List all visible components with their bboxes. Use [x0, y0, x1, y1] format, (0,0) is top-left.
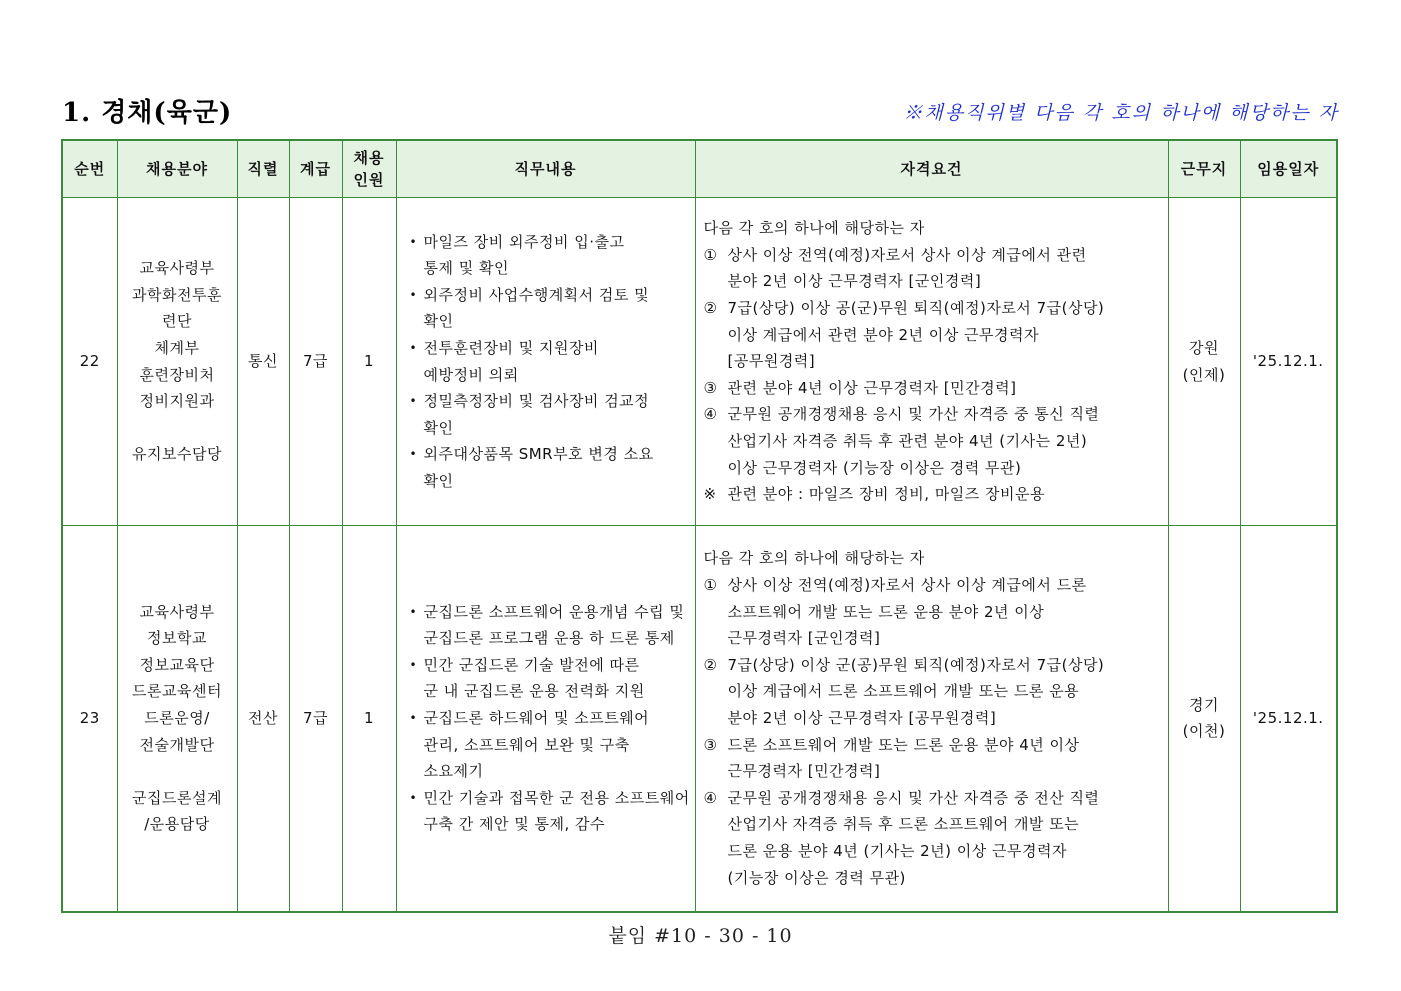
field-line: 과학화전투훈	[132, 285, 222, 304]
field-line: 련단	[162, 312, 192, 331]
qual-item: ④ 군무원 공개경쟁채용 응시 및 가산 자격증 중 전산 직렬 산업기사 자격증 취득 후 드론 소프트웨어 개발 또는 드론 운용 분야 4년 (기사는 2년) 이상 근무경력자 (기능장 이상은 경력 무관)	[704, 785, 1165, 891]
qual-mark: ②	[703, 299, 718, 318]
qual-mark: ④	[703, 788, 718, 807]
field-line: 정비지원과	[139, 392, 215, 411]
qual-item: ② 7급(상당) 이상 군(공)무원 퇴직(예정)자로서 7급(상당) 이상 계급에서 드론 소프트웨어 개발 또는 드론 운용 분야 2년 이상 근무경력자 [공무원경력]	[704, 652, 1165, 732]
duty-item: • 외주대상품목 SMR부호 변경 소요 확인	[408, 441, 692, 494]
row-job: 통신	[237, 198, 289, 526]
row-qualification	[695, 526, 1168, 912]
header-grade: 계급	[289, 140, 342, 198]
field-line: 훈련장비처	[139, 365, 215, 384]
row-date: '25.12.1.	[1240, 526, 1337, 912]
header-qual: 자격요건	[695, 140, 1168, 198]
field-line: 군집드론설계	[132, 788, 222, 807]
field-line: 정보교육단	[139, 655, 215, 674]
qual-mark: ④	[703, 405, 718, 424]
header-location: 근무지	[1168, 140, 1240, 198]
recruitment-table	[61, 139, 1338, 913]
page-footer: 붙임 #10 - 30 - 10	[608, 925, 793, 947]
field-line: 드론교육센터	[132, 682, 222, 701]
duty-item: • 군집드론 하드웨어 및 소프트웨어 관리, 소프트웨어 보완 및 구축 소요제기	[408, 705, 692, 785]
header-count-line2: 인원	[353, 171, 385, 189]
row-date: '25.12.1.	[1240, 198, 1337, 526]
qual-intro: 다음 각 호의 하나에 해당하는 자	[703, 549, 925, 568]
field-spacer	[121, 415, 234, 442]
duty-list	[400, 599, 692, 838]
qual-item: ② 7급(상당) 이상 공(군)무원 퇴직(예정)자로서 7급(상당) 이상 계급에서 관련 분야 2년 이상 근무경력자 [공무원경력]	[704, 295, 1165, 375]
page-title: 1. 경채(육군)	[62, 98, 233, 128]
row-field	[117, 526, 237, 912]
qual-item: ④ 군무원 공개경쟁채용 응시 및 가산 자격증 중 통신 직렬 산업기사 자격증 취득 후 관련 분야 4년 (기사는 2년) 이상 근무경력자 (기능장 이상은 경력 무관)	[704, 401, 1165, 481]
qual-item: ③ 관련 분야 4년 이상 근무경력자 [민간경력]	[704, 375, 1165, 402]
duty-item: • 정밀측정장비 및 검사장비 검교정 확인	[408, 388, 692, 441]
qual-mark: ③	[703, 735, 718, 754]
header-job: 직렬	[237, 140, 289, 198]
field-spacer	[121, 758, 234, 785]
qual-mark: ②	[703, 655, 718, 674]
header-no: 순번	[62, 140, 117, 198]
row-field	[117, 198, 237, 526]
field-line: 유지보수담당	[132, 445, 222, 464]
field-line: 전술개발단	[139, 735, 215, 754]
row-count: 1	[342, 198, 396, 526]
qual-item: ※ 관련 분야 : 마일즈 장비 정비, 마일즈 장비운용	[704, 481, 1165, 508]
qual-intro: 다음 각 호의 하나에 해당하는 자	[703, 219, 925, 238]
row-duty	[396, 198, 695, 526]
header-date: 임용일자	[1240, 140, 1337, 198]
field-line: 드론운영/	[144, 708, 210, 727]
qual-item: ③ 드론 소프트웨어 개발 또는 드론 운용 분야 4년 이상 근무경력자 [민간경력]	[704, 732, 1165, 785]
field-line: /운용담당	[144, 815, 210, 834]
table-header-row	[62, 140, 1337, 198]
field-line: 정보학교	[147, 629, 207, 648]
row-count: 1	[342, 526, 396, 912]
table-row	[62, 198, 1337, 526]
duty-item: • 군집드론 소프트웨어 운용개념 수립 및 군집드론 프로그램 운용 하 드론 통제	[408, 599, 692, 652]
duty-item: • 민간 기술과 접목한 군 전용 소프트웨어 구축 간 제안 및 통제, 감수	[408, 785, 692, 838]
eligibility-note: ※채용직위별 다음 각 호의 하나에 해당하는 자	[903, 102, 1339, 124]
qual-item: ① 상사 이상 전역(예정)자로서 상사 이상 계급에서 드론 소프트웨어 개발 또는 드론 운용 분야 2년 이상 근무경력자 [군인경력]	[704, 572, 1165, 652]
duty-item: • 외주정비 사업수행계획서 검토 및 확인	[408, 282, 692, 335]
header-duty: 직무내용	[396, 140, 695, 198]
row-grade: 7급	[289, 526, 342, 912]
field-line: 교육사령부	[139, 602, 215, 621]
duty-item: • 전투훈련장비 및 지원장비 예방정비 의뢰	[408, 335, 692, 388]
row-location: 경기 (이천)	[1168, 526, 1240, 912]
field-line: 체계부	[154, 338, 200, 357]
row-duty	[396, 526, 695, 912]
row-grade: 7급	[289, 198, 342, 526]
row-no: 22	[62, 198, 117, 526]
duty-item: • 마일즈 장비 외주정비 입·출고 통제 및 확인	[408, 229, 692, 282]
row-job: 전산	[237, 526, 289, 912]
qual-mark: ※	[703, 485, 717, 504]
qual-item: ① 상사 이상 전역(예정)자로서 상사 이상 계급에서 관련 분야 2년 이상 근무경력자 [군인경력]	[704, 242, 1165, 295]
row-qualification	[695, 198, 1168, 526]
table-row	[62, 526, 1337, 912]
field-line: 교육사령부	[139, 259, 215, 278]
qual-mark: ①	[703, 245, 718, 264]
header-field: 채용분야	[117, 140, 237, 198]
duty-item: • 민간 군집드론 기술 발전에 따른 군 내 군집드론 운용 전력화 지원	[408, 652, 692, 705]
qual-mark: ①	[703, 575, 718, 594]
qual-mark: ③	[703, 378, 718, 397]
duty-list	[400, 229, 692, 495]
row-no: 23	[62, 526, 117, 912]
header-count	[342, 140, 396, 198]
row-location: 강원 (인제)	[1168, 198, 1240, 526]
header-count-line1: 채용	[353, 149, 385, 167]
